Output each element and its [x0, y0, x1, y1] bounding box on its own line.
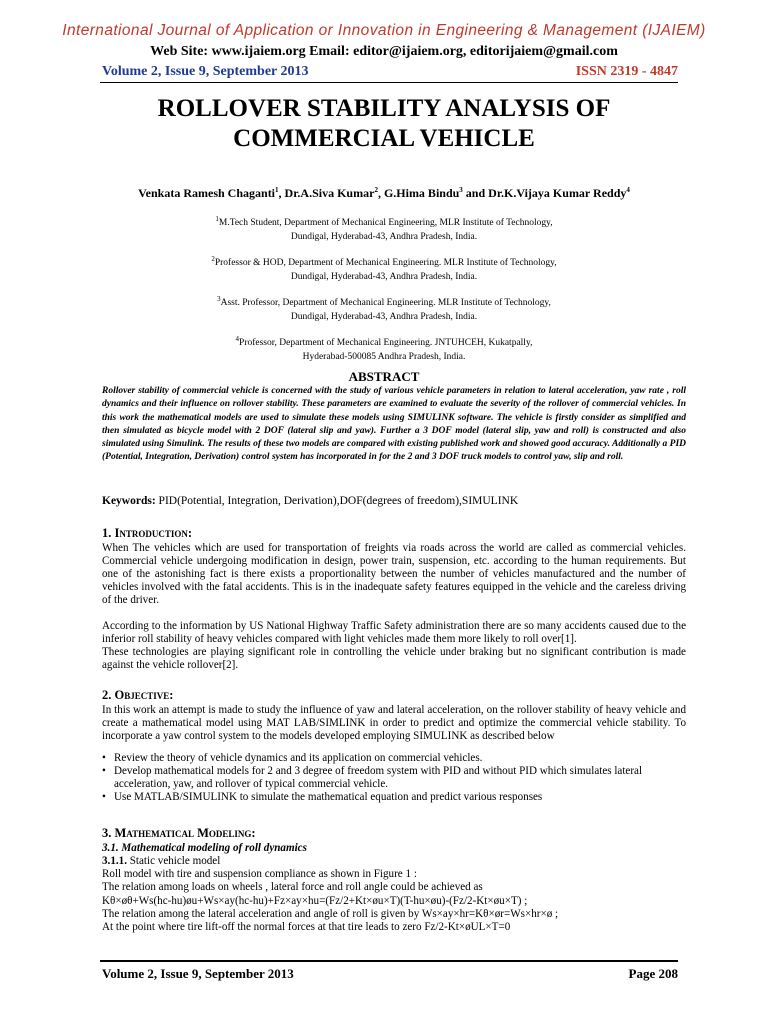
author-name: Dr.A.Siva Kumar — [284, 186, 375, 200]
keywords-label: Keywords: — [102, 495, 156, 507]
footer-volume: Volume 2, Issue 9, September 2013 — [102, 966, 294, 981]
affiliation-line: Dundigal, Hyderabad-43, Andhra Pradesh, India. — [290, 272, 478, 283]
issn: ISSN 2319 - 4847 — [575, 64, 678, 79]
intro-paragraph-1: When The vehicles which are used for transportation of freights via roads across the world are called as commercial vehicles. Commercial vehicle undergoing modification in design, power train, suspension, etc. according to the human requirements. But one of the astonishing fact is there exists a proportionality between the number of vehicles manufactured and the number of vehicles involved with the fatal accidents. This is in the inadequate safety features equipped in the vehicle and the careless driving of the driver. — [102, 542, 686, 606]
text-line: Roll model with tire and suspension compliance as shown in Figure 1 : — [102, 868, 417, 880]
keywords — [102, 495, 686, 507]
equation-line: Kθ×øθ+Ws(hc-hu)øu+Ws×ay(hc-hu)+Fz×ay×hu=(Fz/2+Kt×øu×T)(T-hu×øu)-(Fz/2-Kt×øu×T) ; — [102, 894, 528, 907]
author-sup: 4 — [626, 186, 630, 194]
title-line-2: COMMERCIAL VEHICLE — [233, 125, 535, 152]
objective-list — [102, 752, 686, 804]
page-number: Page 208 — [628, 966, 678, 981]
section-heading-introduction: 1. Introduction: — [102, 526, 193, 540]
affiliation-4 — [0, 332, 768, 364]
text-line: The relation among loads on wheels , lateral force and roll angle could be achieved as — [102, 881, 483, 894]
journal-website: Web Site: www.ijaiem.org Email: editor@ijaiem.org, editorijaiem@gmail.com — [150, 44, 618, 59]
objective-paragraph: In this work an attempt is made to study the influence of yaw and lateral acceleration, on the rollover stability of heavy vehicle and create a mathematical model using MAT LAB/SIMLINK in order to predict and optimize the commercial vehicle stability. To incorporate a yaw control system to the models developed employing SIMULINK as described below — [102, 704, 686, 742]
footer-rule — [100, 960, 678, 962]
subsubsection-heading — [102, 855, 220, 867]
keywords-text: PID(Potential, Integration, Derivation),DOF(degrees of freedom),SIMULINK — [155, 495, 519, 507]
affiliation-1 — [0, 212, 768, 244]
abstract-text: Rollover stability of commercial vehicle is concerned with the study of various vehicle parameters in relation to lateral acceleration, yaw rate , roll dynamics and their influence on rollover stability. These parameters are examined to evaluate the severity of the rollover of commercial vehicles. In this work the mathematical models are used to simulate these models using SIMULINK software. The vehicle is firstly consider as simplified and then simulated as bicycle model with 2 DOF (lateral slip and yaw). Further a 3 DOF model (lateral slip, yaw and roll) is constructed and also simulated using Simulink. The results of these two models are compared with existing published work and showed good accuracy. Additionally a PID (Potential, Integration, Derivation) control system has incorporated in for the 2 and 3 DOF truck models to control yaw, slip and roll. — [102, 386, 686, 463]
affiliation-line: Hyderabad-500085 Andhra Pradesh, India. — [302, 352, 466, 363]
subsubsection-title: Static vehicle model — [126, 855, 221, 867]
affiliation-2 — [0, 252, 768, 284]
author-name: G.Hima Bindu — [383, 186, 460, 200]
author-sep: and — [462, 186, 489, 200]
affiliation-sup: 3 — [217, 295, 221, 303]
author-sup: 1 — [275, 186, 279, 194]
modeling-text — [102, 868, 686, 934]
affiliation-line: Asst. Professor, Department of Mechanical Engineering. MLR Institute of Technology, — [220, 298, 551, 309]
author-name: Dr.K.Vijaya Kumar Reddy — [488, 186, 627, 200]
affiliation-line: Dundigal, Hyderabad-43, Andhra Pradesh, India. — [290, 312, 478, 323]
author-name: Venkata Ramesh Chaganti — [138, 186, 276, 200]
abstract-heading: ABSTRACT — [348, 369, 420, 384]
list-item: • Review the theory of vehicle dynamics and its application on commercial vehicles. — [102, 752, 686, 765]
affiliation-line: M.Tech Student, Department of Mechanical Engineering, MLR Institute of Technology, — [218, 218, 553, 229]
affiliation-3 — [0, 292, 768, 324]
list-item: • Use MATLAB/SIMULINK to simulate the mathematical equation and predict various responses — [102, 791, 686, 804]
text-line: The relation among the lateral acceleration and angle of roll is given by Ws×ay×hr=Kθ×ør=Ws×hr×ø ; — [102, 907, 559, 920]
subsection-heading: 3.1. Mathematical modeling of roll dynamics — [102, 842, 307, 854]
author-sup: 3 — [459, 186, 463, 194]
affiliation-sup: 1 — [215, 215, 219, 223]
volume-issue: Volume 2, Issue 9, September 2013 — [102, 64, 309, 79]
subsubsection-number: 3.1.1. — [102, 855, 127, 867]
author-list — [0, 186, 768, 201]
journal-name: International Journal of Application or Innovation in Engineering & Management (IJAIEM) — [62, 22, 706, 39]
section-heading-objective: 2. Objective: — [102, 688, 174, 702]
affiliation-sup: 2 — [211, 255, 215, 263]
author-sup: 2 — [374, 186, 378, 194]
section-heading-modeling: 3. Mathematical Modeling: — [102, 826, 256, 840]
affiliation-sup: 4 — [235, 335, 240, 343]
title-line-1: ROLLOVER STABILITY ANALYSIS OF — [157, 95, 611, 122]
affiliation-line: Professor, Department of Mechanical Engineering. JNTUHCEH, Kukatpally, — [239, 338, 533, 349]
intro-paragraph-3: These technologies are playing significant role in controlling the vehicle under braking but no significant contribution is made against the vehicle rollover[2]. — [102, 646, 686, 671]
text-line: At the point where tire lift-off the normal forces at that tire leads to zero Fz/2-Kt×øUL×T=0 — [102, 921, 511, 934]
header-rule — [100, 82, 678, 83]
paper-title — [0, 94, 768, 154]
author-sep: , — [278, 186, 285, 200]
affiliation-line: Dundigal, Hyderabad-43, Andhra Pradesh, India. — [290, 232, 478, 243]
intro-paragraph-2: According to the information by US National Highway Traffic Safety administration there are so many accidents caused due to the inferior roll stability of heavy vehicles compared with light vehicles made them more likely to roll over[1]. — [102, 620, 686, 645]
author-sep: , — [377, 186, 384, 200]
list-item: • Develop mathematical models for 2 and 3 degree of freedom system with PID and without PID which simulates lateral acceleration, yaw, and rollover of typical commercial vehicle. — [102, 765, 686, 791]
affiliation-line: Professor & HOD, Department of Mechanical Engineering. MLR Institute of Technology, — [214, 258, 557, 269]
